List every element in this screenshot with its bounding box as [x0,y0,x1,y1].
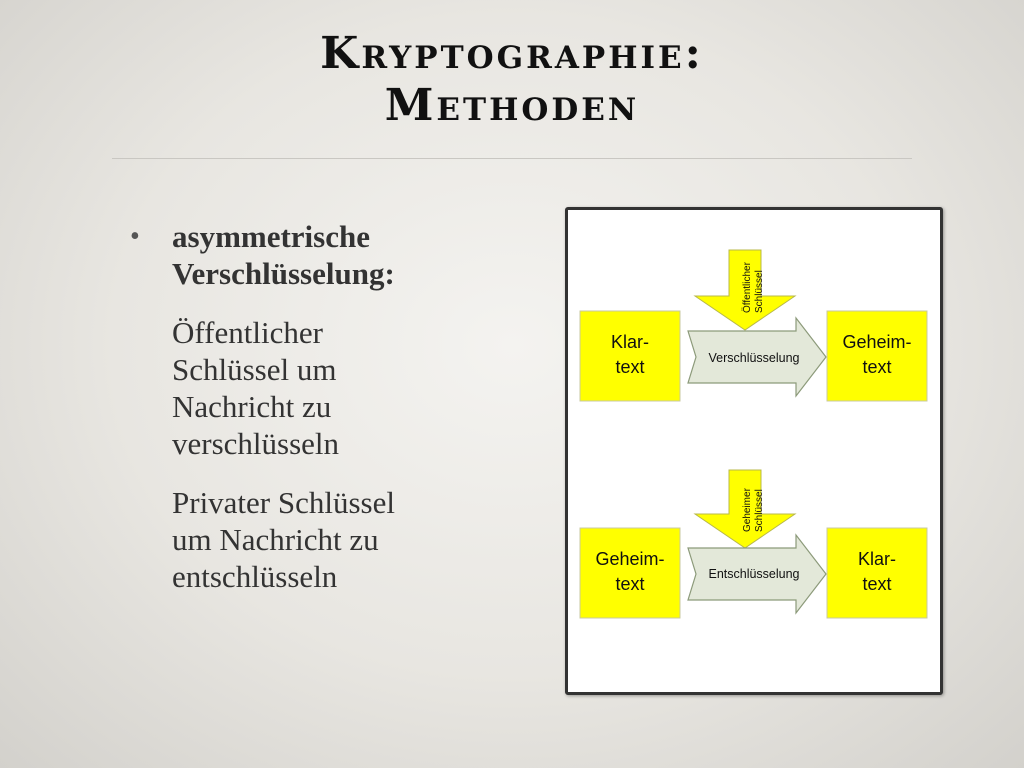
bullet-heading-line-1: asymmetrische [172,219,370,254]
public-key-label-line-1: Öffentlicher [742,262,753,313]
decryption-arrow-label: Entschlüsselung [708,567,800,581]
encryption-row [580,250,927,401]
paragraph-line: um Nachricht zu [172,522,379,557]
encryption-diagram [565,207,943,695]
ciphertext-input-box [580,528,680,618]
private-key-label-line-2: Schlüssel [754,489,765,532]
paragraph-line: Privater Schlüssel [172,485,395,520]
diagram-canvas [568,210,940,692]
paragraph-line: Öffentlicher [172,315,323,350]
paragraph-line: Schlüssel um [172,352,337,387]
private-key-paragraph [172,484,510,595]
decryption-row [580,470,927,618]
plaintext-output-box [827,528,927,618]
ciphertext-box [827,311,927,401]
paragraph-line: verschlüsseln [172,426,340,461]
encryption-arrow-label: Verschlüsselung [708,351,800,365]
private-key-label-line-1: Geheimer [742,488,753,532]
slide-title-line-2: Methoden [384,80,640,131]
bullet-dot-icon: • [130,221,140,252]
slide-title [0,28,1024,132]
public-key-paragraph [172,314,510,462]
paragraph-line: Nachricht zu [172,389,332,424]
bullet-heading-line-2: Verschlüsselung: [172,256,395,291]
paragraph-line: entschlüsseln [172,559,338,594]
title-divider [112,158,912,159]
slide-title-line-1: Kryptographie: [320,28,704,79]
ciphertext-input-label-line-2: text [615,574,645,594]
public-key-label-line-2: Schlüssel [754,270,765,313]
ciphertext-box-label-line-1: Geheim- [842,332,912,352]
ciphertext-input-label-line-1: Geheim- [595,549,665,569]
bullet-item [130,218,510,292]
plaintext-output-label-line-1: Klar- [857,549,897,569]
plaintext-output-label-line-2: text [862,574,892,594]
text-column [130,218,510,595]
plaintext-box [580,311,680,401]
ciphertext-box-label-line-2: text [862,357,892,377]
bullet-heading [172,218,395,292]
plaintext-box-label-line-1: Klar- [610,332,650,352]
plaintext-box-label-line-2: text [615,357,645,377]
